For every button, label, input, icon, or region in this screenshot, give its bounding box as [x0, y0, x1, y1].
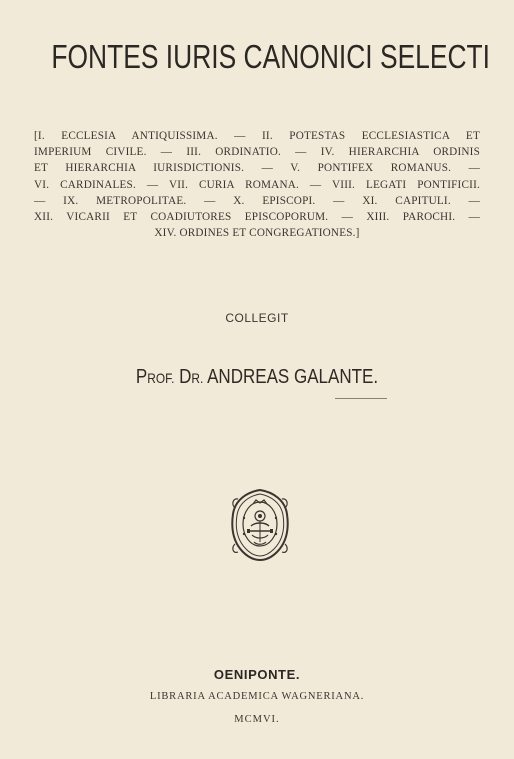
contents-line: XII. VICARII ET COADIUTORES EPISCOPORUM. — XIII. PAROCHI. —	[34, 210, 480, 223]
contents-line: ET HIERARCHIA IURISDICTIONIS. — V. PONTIFEX ROMANUS. —	[34, 162, 480, 175]
contents-line: VI. CARDINALES. — VII. CURIA ROMANA. — VIII. LEGATI PONTIFICII.	[34, 178, 480, 191]
contents-line: IMPERIUM CIVILE. — III. ORDINATIO. — IV. HIERARCHIA ORDINIS	[34, 146, 480, 159]
place-of-publication: OENIPONTE.	[213, 667, 301, 682]
book-title: FONTES IURIS CANONICI SELECTI	[51, 38, 490, 75]
contents-line: XIV. ORDINES ET CONGREGATIONES.]	[154, 227, 360, 240]
prof-initial: P	[135, 366, 148, 388]
publication-year: MCMVI.	[234, 714, 280, 725]
author-name: ANDREAS GALANTE.	[207, 366, 379, 388]
dr-rest: R.	[191, 370, 204, 386]
publisher: LIBRARIA ACADEMICA WAGNERIANA.	[149, 691, 365, 702]
printer-device-icon	[229, 488, 291, 562]
contents-list	[34, 128, 480, 241]
author-underline	[335, 398, 387, 399]
prof-rest: ROF.	[147, 370, 175, 386]
contents-line: [I. ECCLESIA ANTIQUISSIMA. — II. POTESTAS ECCLESIASTICA ET	[34, 130, 480, 142]
contents-line: — IX. METROPOLITAE. — X. EPISCOPI. — XI. CAPITULI. —	[34, 194, 480, 207]
author-line	[39, 366, 476, 389]
collegit-label: COLLEGIT	[225, 311, 289, 325]
dr-initial: D	[179, 366, 192, 388]
